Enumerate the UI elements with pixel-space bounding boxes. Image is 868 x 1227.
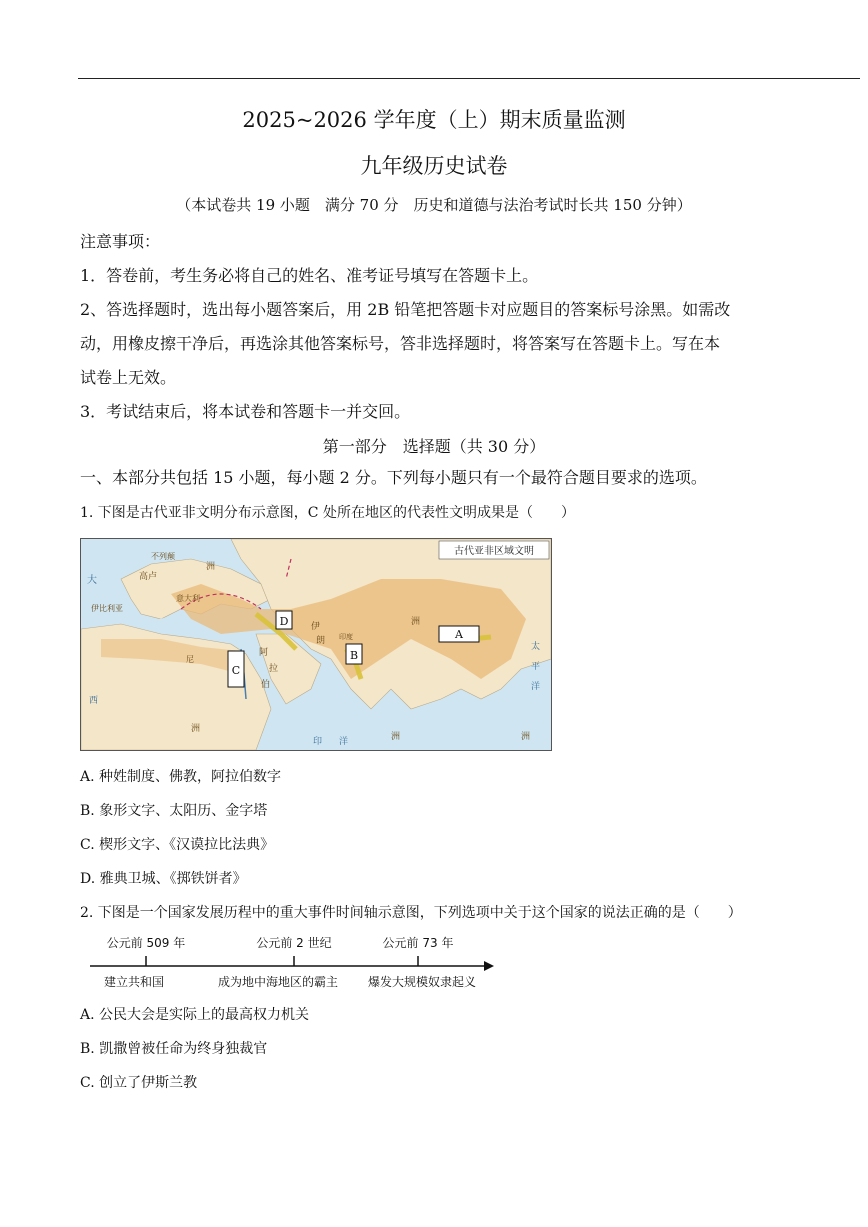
notice-item-1: 1．答卷前，考生务必将自己的姓名、准考证号填写在答题卡上。 xyxy=(80,266,539,285)
map-label: 伯 xyxy=(261,680,271,690)
map-label: 洲 xyxy=(391,732,401,742)
timeline-date-2: 公元前 2 世纪 xyxy=(256,936,332,950)
map-label: 朗 xyxy=(316,636,326,646)
timeline-event-3: 爆发大规模奴隶起义 xyxy=(367,975,477,989)
map-label: 洋 xyxy=(339,737,349,747)
timeline-event-2: 成为地中海地区的霸主 xyxy=(217,975,339,989)
map-label: 洋 xyxy=(531,682,541,692)
timeline-svg xyxy=(88,930,498,994)
map-label: 西 xyxy=(89,696,99,706)
notice-item-2-line-2: 动，用橡皮擦干净后，再选涂其他答案标号，答非选择题时，将答案写在答题卡上。写在本 xyxy=(80,334,721,353)
q1-option-c: C. 楔形文字、《汉谟拉比法典》 xyxy=(80,837,275,853)
question-1-stem: 1. 下图是古代亚非文明分布示意图，C 处所在地区的代表性文明成果是（ ） xyxy=(80,505,575,521)
notice-item-2-line-3: 试卷上无效。 xyxy=(80,368,177,387)
map-label: 高卢 xyxy=(139,572,158,582)
map-label: 大 xyxy=(87,575,97,586)
map-label: 阿 xyxy=(259,648,269,658)
map-label: 洲 xyxy=(521,732,531,742)
map-label: 印 xyxy=(313,737,323,747)
top-rule xyxy=(78,78,860,79)
q1-option-a: A. 种姓制度、佛教，阿拉伯数字 xyxy=(80,769,282,785)
q2-option-c: C. 创立了伊斯兰教 xyxy=(80,1075,198,1091)
notice-item-2-line-1: 2、答选择题时，选出每小题答案后，用 2B 铅笔把答题卡对应题目的答案标号涂黑。如需改 xyxy=(80,300,731,319)
map-title: 古代亚非区域文明 xyxy=(454,546,534,557)
map-label: 伊 xyxy=(311,622,321,632)
map-svg xyxy=(81,539,551,750)
map-label: 洲 xyxy=(206,562,216,572)
notice-item-3: 3．考试结束后，将本试卷和答题卡一并交回。 xyxy=(80,402,411,421)
timeline-date-1: 公元前 509 年 xyxy=(106,936,186,950)
map-label: 伊比利亚 xyxy=(91,604,123,613)
exam-subtitle: 九年级历史试卷 xyxy=(360,154,508,178)
q2-option-a: A. 公民大会是实际上的最高权力机关 xyxy=(80,1007,310,1023)
exam-title: 2025~2026 学年度（上）期末质量监测 xyxy=(242,108,626,132)
map-box-a: A xyxy=(455,628,463,641)
map-box-c: C xyxy=(231,664,241,677)
ancient-civilizations-map xyxy=(80,538,552,751)
q1-option-d: D. 雅典卫城、《掷铁饼者》 xyxy=(80,871,247,887)
map-box-b: B xyxy=(349,649,359,662)
timeline xyxy=(88,930,498,994)
map-label: 拉 xyxy=(269,664,279,674)
part1-instructions: 一、本部分共包括 15 小题，每小题 2 分。下列每小题只有一个最符合题目要求的选项。 xyxy=(80,468,707,487)
part1-heading: 第一部分 选择题（共 30 分） xyxy=(322,437,546,456)
map-label: 不列颠 xyxy=(151,552,175,561)
map-label: 平 xyxy=(531,662,541,672)
map-box-d: D xyxy=(279,615,289,628)
map-label: 太 xyxy=(531,642,541,652)
map-label: 洲 xyxy=(191,724,201,734)
map-label: 洲 xyxy=(411,617,421,627)
map-label: 尼 xyxy=(186,655,194,664)
timeline-date-3: 公元前 73 年 xyxy=(382,936,454,950)
notice-heading: 注意事项： xyxy=(80,232,161,251)
q2-option-b: B. 凯撒曾被任命为终身独裁官 xyxy=(80,1041,268,1057)
timeline-event-1: 建立共和国 xyxy=(103,975,165,989)
exam-info: （本试卷共 19 小题 满分 70 分 历史和道德与法治考试时长共 150 分钟） xyxy=(176,196,692,214)
q1-option-b: B. 象形文字、太阳历、金字塔 xyxy=(80,803,268,819)
map-label: 意大利 xyxy=(176,594,200,603)
question-2-stem: 2. 下图是一个国家发展历程中的重大事件时间轴示意图，下列选项中关于这个国家的说法正确的是（ ） xyxy=(80,905,742,921)
map-label: 印度 xyxy=(339,633,353,641)
